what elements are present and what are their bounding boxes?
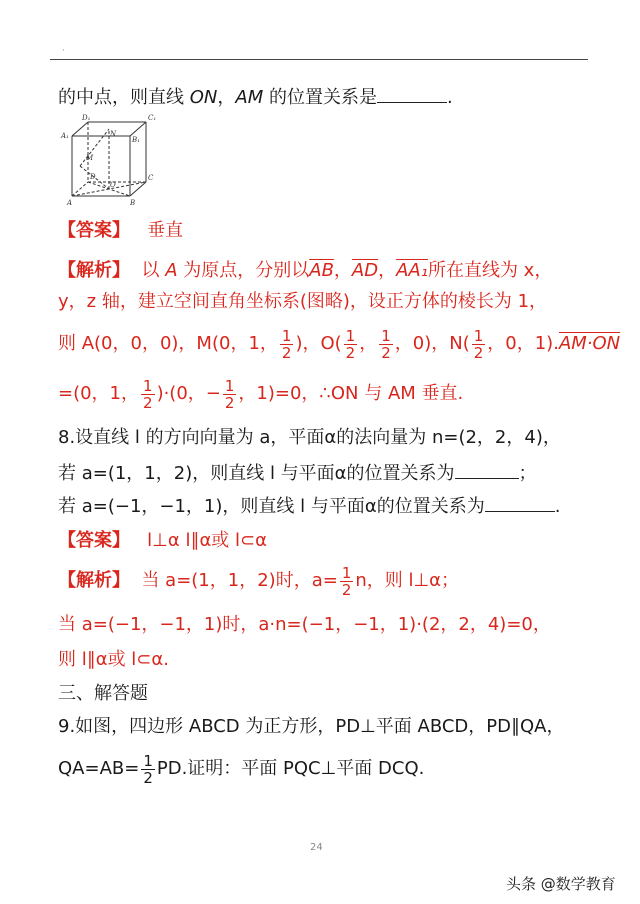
page-number: 24 [310, 842, 323, 853]
dot-product: AM·ON [558, 333, 621, 354]
fraction-half: $\frac{1}{2}$ [345, 326, 356, 362]
label-d1: D₁ [82, 114, 91, 122]
text: 若 a=(1，1，2)，则直线 l 与平面α的位置关系为 [58, 463, 455, 484]
q8-line1: 8.设直线 l 的方向向量为 a，平面α的法向量为 n=(2，2，4)， [58, 427, 561, 448]
label-a: A [67, 199, 73, 206]
fraction-half: $\frac{1}{2}$ [281, 326, 292, 362]
vector-aa1: AA₁ [396, 260, 428, 281]
line-am: AM [235, 87, 264, 108]
vector-ad: $\overline{AD}$ [351, 260, 379, 281]
q8-solution-line3: 则 l∥α或 l⊂α. [58, 649, 169, 670]
q8-answer [58, 529, 267, 553]
answer-tag: 【答案】 [58, 530, 130, 551]
label-b1: B₁ [132, 136, 140, 144]
text: ， [359, 333, 378, 354]
text: QA=AB= [58, 758, 140, 779]
fraction-half: $\frac{1}{2}$ [143, 376, 153, 412]
sep: ， [378, 260, 397, 281]
vector-ab: $\overline{AB}$ [309, 260, 334, 281]
text: ； [518, 463, 537, 484]
line-on: ON [189, 87, 218, 108]
text: n，则 l⊥α； [355, 570, 460, 591]
cube-figure [58, 112, 158, 206]
answer-value: 垂直 [147, 220, 184, 241]
point-a: A [165, 260, 178, 281]
q7-solution-line1 [58, 259, 552, 283]
label-c1: C₁ [148, 114, 157, 122]
header-rule [50, 59, 588, 60]
comma: ， [217, 87, 236, 108]
label-m: M [86, 154, 94, 162]
fraction-half: $\frac{1}{2}$ [341, 563, 352, 599]
q7-text-2: 的位置关系是 [263, 87, 377, 108]
solution-tag: 【解析】 [58, 570, 130, 591]
header-dot: · [62, 46, 65, 56]
answer-value: l⊥α l∥α或 l⊂α [147, 530, 267, 551]
q7-question-tail: 的中点，则直线 ON，AM 的位置关系是 . [58, 84, 453, 110]
q7-solution-line3 [58, 327, 620, 361]
answer-blank [377, 84, 447, 103]
text: ，1)=0，∴ON 与 AM 垂直. [238, 383, 464, 404]
label-b: B [130, 199, 136, 206]
q8-solution-line1 [58, 564, 459, 598]
fraction-half: $\frac{1}{2}$ [381, 326, 391, 362]
q9-line2 [58, 752, 424, 786]
text: ，0，1). [487, 333, 559, 354]
text: 所在直线为 x， [427, 260, 553, 281]
text: =(0，1， [58, 383, 140, 404]
fraction-half: $\frac{1}{2}$ [224, 376, 235, 412]
label-d: D [90, 173, 96, 181]
text: 若 a=(−1，−1，1)，则直线 l 与平面α的位置关系为 [58, 496, 485, 517]
q9-line1: 9.如图，四边形 ABCD 为正方形，PD⊥平面 ABCD，PD∥QA， [58, 716, 565, 737]
q8-line2 [58, 460, 537, 486]
sep: ， [333, 260, 352, 281]
label-a1: A₁ [61, 132, 69, 140]
q7-solution-line4 [58, 377, 463, 411]
q7-answer [58, 219, 183, 243]
q7-text: 的中点，则直线 [58, 87, 190, 108]
q7-solution-line2: y，z 轴，建立空间直角坐标系(图略)，设正方体的棱长为 1， [58, 291, 548, 312]
fraction-half: $\frac{1}{2}$ [143, 751, 153, 787]
q8-line3 [58, 493, 560, 519]
label-n: N [110, 130, 117, 138]
label-c: C [148, 174, 154, 182]
text: PD.证明：平面 PQC⊥平面 DCQ. [156, 758, 425, 779]
text: 以 [141, 260, 166, 281]
section-title: 三、解答题 [58, 683, 148, 704]
text: ，0)，N( [394, 333, 470, 354]
answer-blank [485, 493, 555, 512]
text: . [554, 496, 561, 517]
solution-tag: 【解析】 [58, 260, 130, 281]
q8-solution-line2: 当 a=(−1，−1，1)时，a·n=(−1，−1，1)·(2，2，4)=0， [58, 614, 551, 635]
label-o: O [110, 181, 116, 189]
text: 则 A(0，0，0)，M(0，1， [58, 333, 278, 354]
text: 当 a=(1，1，2)时，a= [141, 570, 338, 591]
text: )，O( [295, 333, 342, 354]
answer-blank [455, 460, 519, 479]
text: 为原点，分别以 [177, 260, 310, 281]
text: )·(0，− [156, 383, 221, 404]
fraction-half: $\frac{1}{2}$ [473, 326, 484, 362]
answer-tag: 【答案】 [58, 220, 130, 241]
watermark: 头条 @数学教育 [506, 875, 616, 893]
